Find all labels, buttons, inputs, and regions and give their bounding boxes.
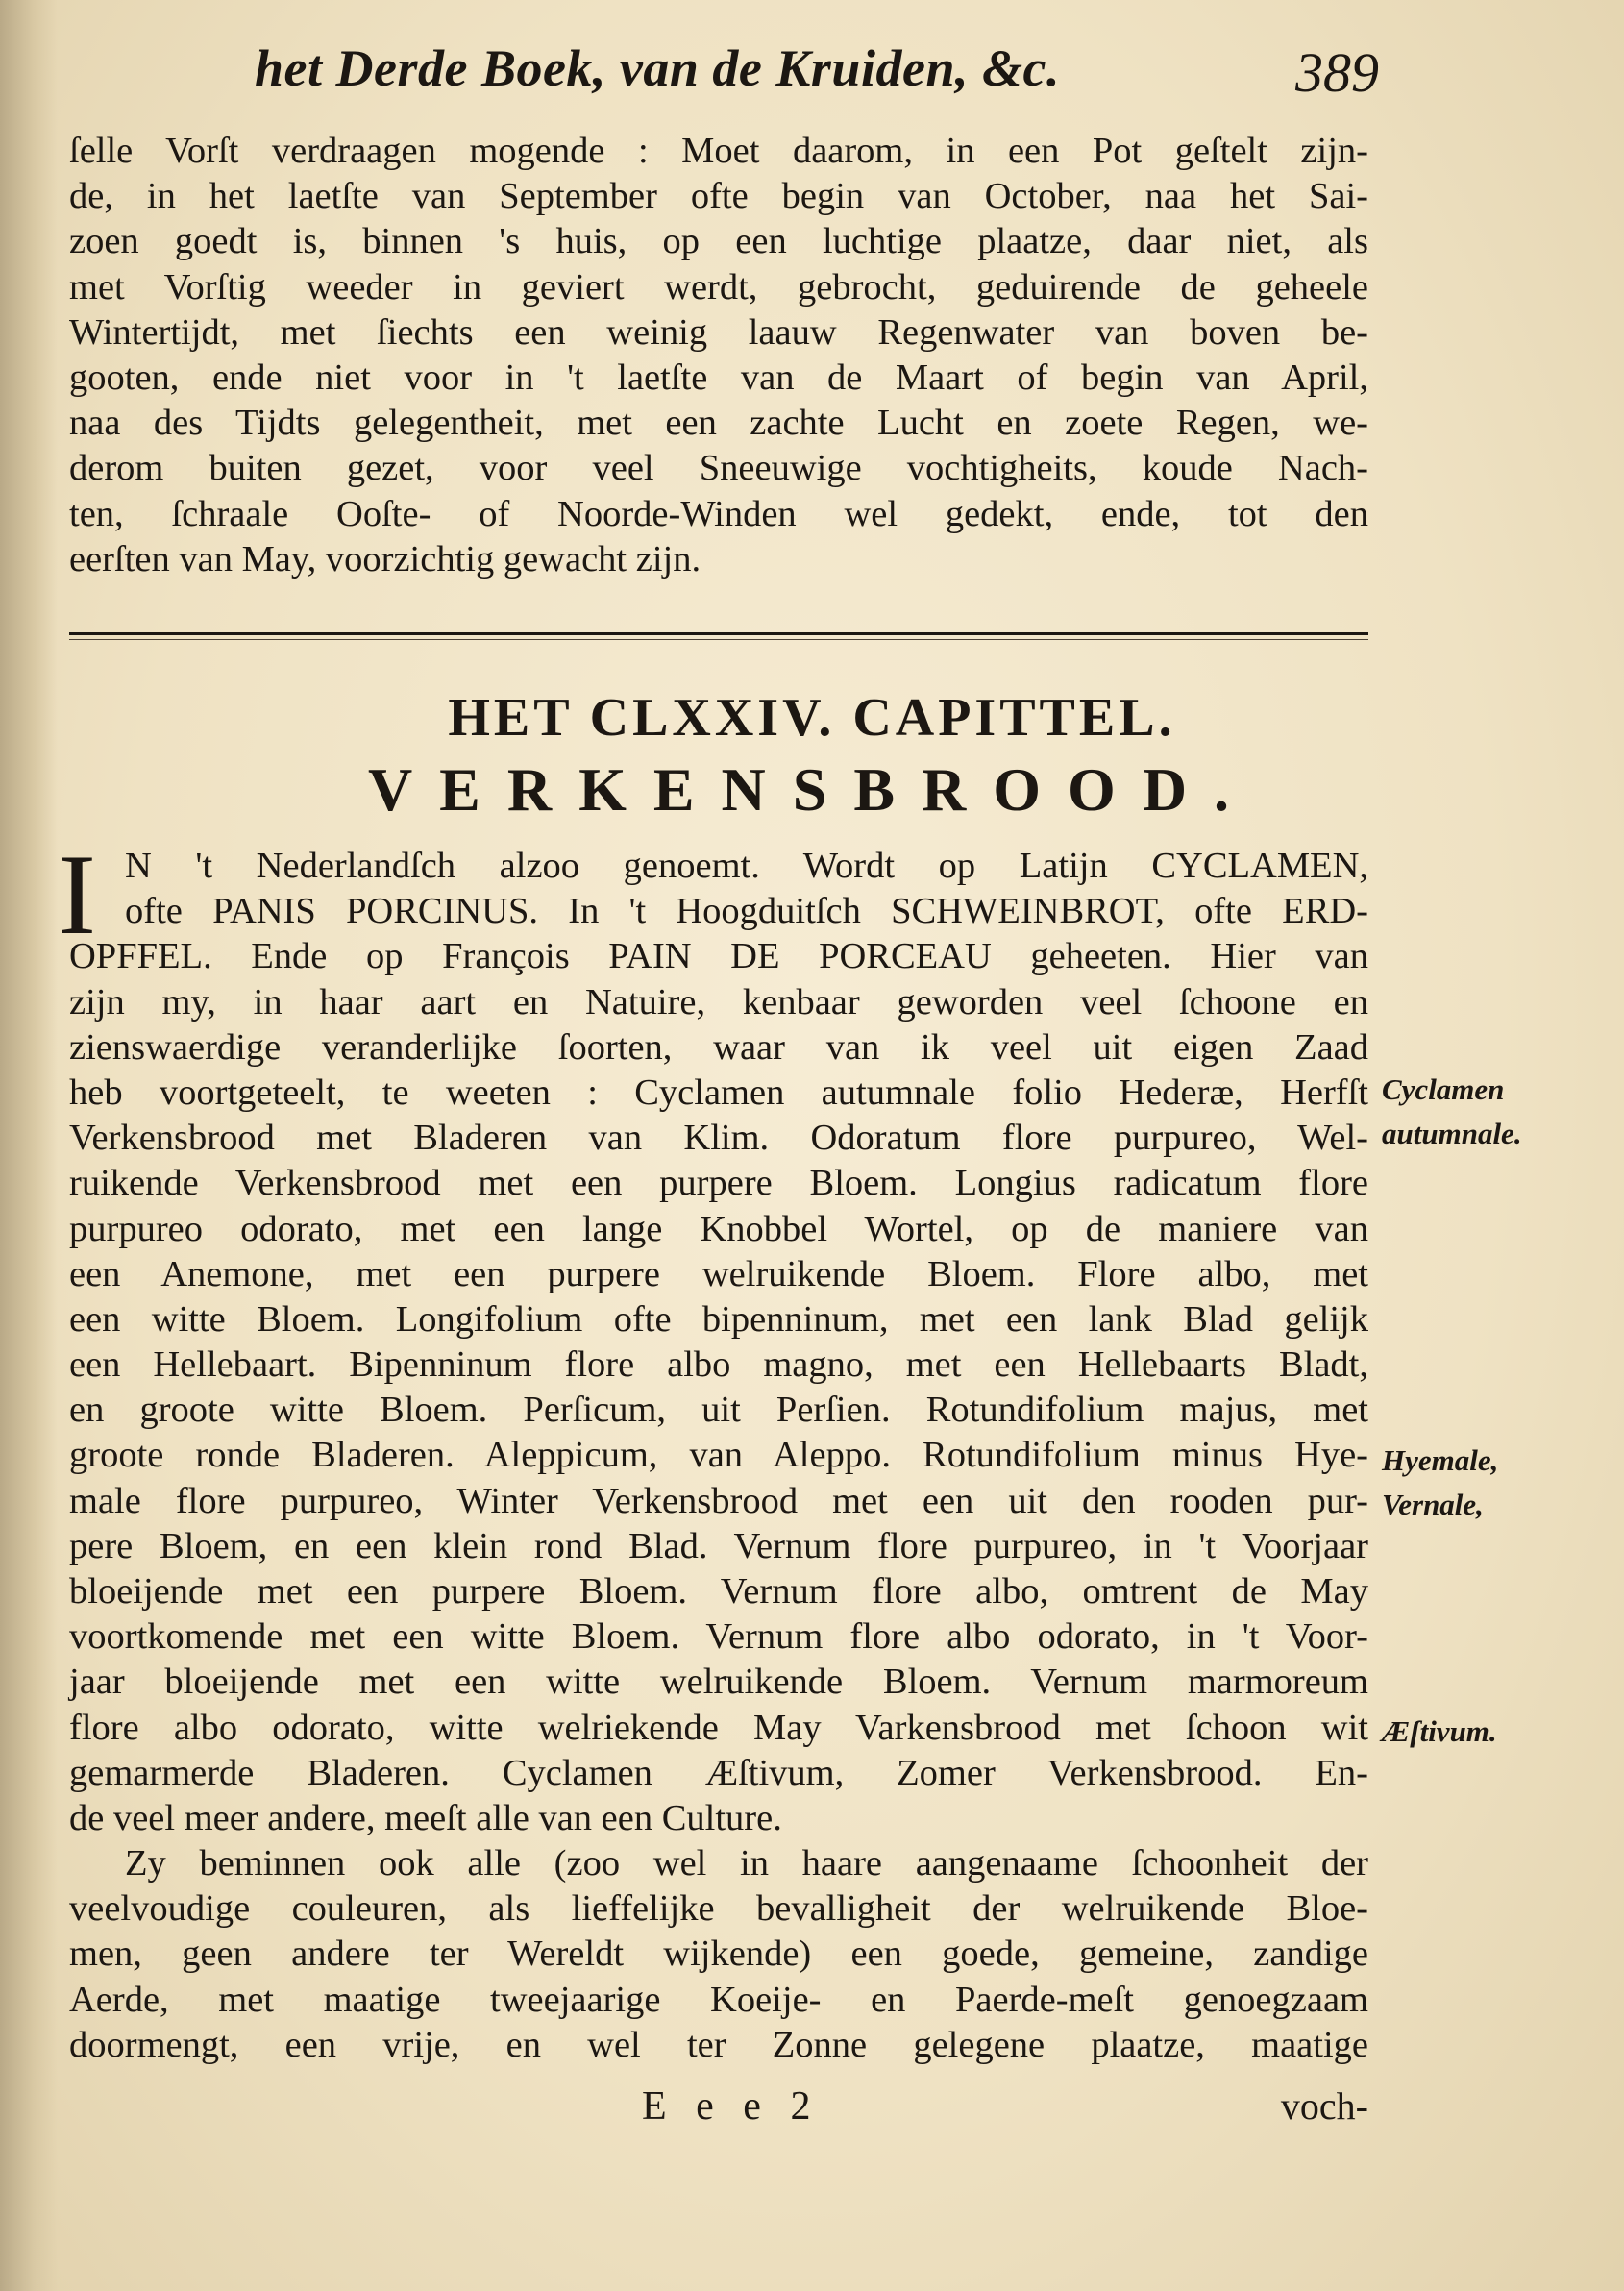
text-line: gooten, ende niet voor in 't laetſte van de Maart of begin van April, [69,357,1368,398]
text-line: de veel meer andere, meeſt alle van een Culture. [69,1797,782,1838]
margin-note-vernale: Vernale, [1382,1488,1484,1521]
continuation-text [69,129,1368,582]
text-line: flore albo odorato, witte welriekende May Varkensbrood met ſchoon wit [69,1707,1368,1748]
section-rule [69,632,1368,635]
text-line: OPFFEL. Ende op François PAIN DE PORCEAU geheeten. Hier van [69,936,1368,977]
text-line: Wintertijdt, met ſiechts een weinig laauw Regenwater van boven be- [69,311,1368,353]
running-header [255,38,1379,115]
page-gutter-shadow [0,0,58,2291]
text-line: met Vorſtig weeder in geviert werdt, gebrocht, geduirende de geheele [69,266,1368,308]
text-line: ten, ſchraale Ooſte- of Noorde-Winden wel gedekt, ende, tot den [69,493,1368,534]
text-line: purpureo odorato, met een lange Knobbel Wortel, op de maniere van [69,1208,1368,1249]
text-line: jaar bloeijende met een witte welruikende Bloem. Vernum marmoreum [69,1662,1368,1703]
text-line: male flore purpureo, Winter Verkensbrood met een uit den rooden pur- [69,1480,1368,1521]
text-line: een Anemone, met een purpere welruikende Bloem. Flore albo, met [69,1253,1368,1294]
chapter-heading: HET CLXXIV. CAPITTEL. [448,688,1176,748]
text-line: eerſten van May, voorzichtig gewacht zijn. [69,538,701,579]
text-line: veelvoudige couleuren, als lieffelijke bevalligheit der welruikende Bloe- [69,1888,1368,1930]
drop-cap: I [58,830,96,958]
text-line: N 't Nederlandſch alzoo genoemt. Wordt op Latijn CYCLAMEN, [125,846,1368,886]
text-line: zijn my, in haar aart en Natuire, kenbaar geworden veel ſchoone en [69,981,1368,1022]
text-line: ruikende Verkensbrood met een purpere Bloem. Longius radicatum flore [69,1163,1368,1204]
text-line: ofte PANIS PORCINUS. In 't Hoogduitſch SCHWEINBROT, ofte ERD- [125,891,1368,932]
signature-mark: E e e 2 [642,2084,821,2129]
text-line: Zy beminnen ook alle (zoo wel in haare aangenaame ſchoonheit der [125,1843,1368,1884]
margin-note-cyclamen: Cyclamen [1382,1072,1505,1106]
paragraph-1 [69,844,1368,1841]
page-number: 389 [1295,41,1379,104]
text-line: zoen goedt is, binnen 's huis, op een luchtige plaatze, daar niet, als [69,221,1368,262]
text-line: een Hellebaart. Bipenninum flore albo magno, met een Hellebaarts Bladt, [69,1344,1368,1386]
text-line: ſelle Vorſt verdraagen mogende : Moet daarom, in een Pot geſtelt zijn- [69,131,1368,171]
bleed-through-decoration [1403,471,1411,504]
text-line: de, in het laetſte van September ofte begin van October, naa het Sai- [69,176,1368,217]
text-line: naa des Tijdts gelegentheit, met een zachte Lucht en zoete Regen, we- [69,403,1368,444]
catchword: voch- [1280,2084,1368,2128]
paragraph-2 [69,1841,1368,2068]
text-line: gemarmerde Bladeren. Cyclamen Æſtivum, Zomer Verkensbrood. En- [69,1752,1368,1793]
margin-note-autumnale: autumnale. [1382,1117,1522,1150]
running-title: het Derde Boek, van de Kruiden, &c. [255,39,1060,97]
text-line: een witte Bloem. Longifolium ofte bipenninum, met een lank Blad gelijk [69,1298,1368,1340]
text-line: en groote witte Bloem. Perſicum, uit Perſien. Rotundifolium majus, met [69,1390,1368,1431]
margin-note-aestivum: Æſtivum. [1382,1714,1497,1748]
text-line: voortkomende met een witte Bloem. Vernum flore albo odorato, in 't Voor- [69,1616,1368,1658]
text-line: groote ronde Bladeren. Aleppicum, van Aleppo. Rotundifolium minus Hye- [69,1435,1368,1476]
text-line: Aerde, met maatige tweejaarige Koeije- en Paerde-meſt genoegzaam [69,1979,1368,2020]
text-line: bloeijende met een purpere Bloem. Vernum flore albo, omtrent de May [69,1571,1368,1612]
chapter-title: VERKENSBROOD. [367,755,1257,824]
text-line: doormengt, een vrije, en wel ter Zonne gelegene plaatze, maatige [69,2024,1368,2065]
margin-note-hyemale: Hyemale, [1382,1443,1499,1477]
text-line: heb voortgeteelt, te weeten : Cyclamen autumnale folio Hederæ, Herfſt [69,1072,1368,1113]
text-line: Verkensbrood met Bladeren van Klim. Odoratum flore purpureo, Wel- [69,1118,1368,1159]
section-rule-thin [69,639,1368,640]
text-line: derom buiten gezet, voor veel Sneeuwige vochtigheits, koude Nach- [69,448,1368,489]
text-line: men, geen andere ter Wereldt wijkende) een goede, gemeine, zandige [69,1934,1368,1975]
text-line: zienswaerdige veranderlijke ſoorten, waar van ik veel uit eigen Zaad [69,1026,1368,1068]
text-line: pere Bloem, en een klein rond Blad. Vernum flore purpureo, in 't Voorjaar [69,1525,1368,1566]
